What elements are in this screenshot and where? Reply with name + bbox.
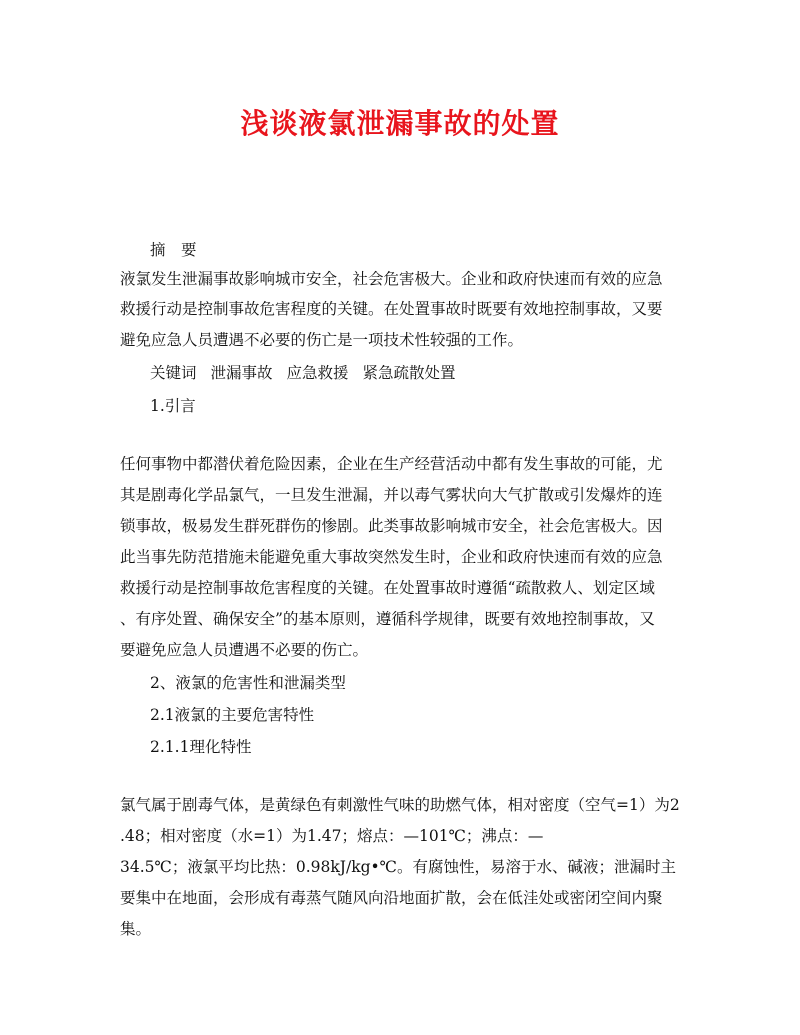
subsection-heading: 2.1液氯的主要危害特性 — [150, 706, 315, 724]
abstract-heading: 摘 要 — [150, 241, 197, 259]
keyword-item: 应急救援 — [286, 364, 349, 382]
body-line: 任何事物中都潜伏着危险因素，企业在生产经营活动中都有发生事故的可能，尤 — [120, 455, 663, 473]
body-line: 救援行动是控制事故危害程度的关键。在处置事故时遵循“疏散救人、划定区域 — [120, 579, 655, 597]
abstract-line: 救援行动是控制事故危害程度的关键。在处置事故时既要有效地控制事故，又要 — [120, 300, 663, 318]
body-line: 锁事故，极易发生群死群伤的惨剧。此类事故影响城市安全，社会危害极大。因 — [120, 517, 663, 535]
body-line: 其是剧毒化学品氯气，一旦发生泄漏，并以毒气雾状向大气扩散或引发爆炸的连 — [120, 486, 663, 504]
subsection-heading: 2.1.1理化特性 — [150, 738, 252, 756]
document-title: 浅谈液氯泄漏事故的处置 — [240, 107, 560, 140]
keyword-item: 泄漏事故 — [210, 364, 273, 382]
keyword-item: 紧急疏散处置 — [362, 364, 456, 382]
body-line: .48；相对密度（水=1）为1.47；熔点：—101℃；沸点：— — [120, 827, 544, 845]
body-line: 、有序处置、确保安全”的基本原则，遵循科学规律，既要有效地控制事故，又 — [120, 610, 655, 628]
body-line: 34.5℃；液氯平均比热：0.98kJ/kg•℃。有腐蚀性，易溶于水、碱液；泄漏时主 — [120, 858, 676, 876]
section-heading: 1.引言 — [150, 397, 196, 415]
abstract-line: 避免应急人员遭遇不必要的伤亡是一项技术性较强的工作。 — [120, 331, 524, 349]
keywords-line — [150, 362, 456, 384]
abstract-line: 液氯发生泄漏事故影响城市安全，社会危害极大。企业和政府快速而有效的应急 — [120, 270, 663, 288]
body-line: 要避免应急人员遭遇不必要的伤亡。 — [120, 641, 369, 659]
body-line: 氯气属于剧毒气体，是黄绿色有刺激性气味的助燃气体，相对密度（空气=1）为2 — [120, 796, 680, 814]
section-heading: 2、液氯的危害性和泄漏类型 — [150, 674, 346, 692]
body-line: 此当事先防范措施未能避免重大事故突然发生时，企业和政府快速而有效的应急 — [120, 548, 663, 566]
body-line: 集。 — [120, 920, 152, 938]
keywords-label: 关键词 — [150, 364, 197, 382]
body-line: 要集中在地面，会形成有毒蒸气随风向沿地面扩散，会在低洼处或密闭空间内聚 — [120, 889, 663, 907]
